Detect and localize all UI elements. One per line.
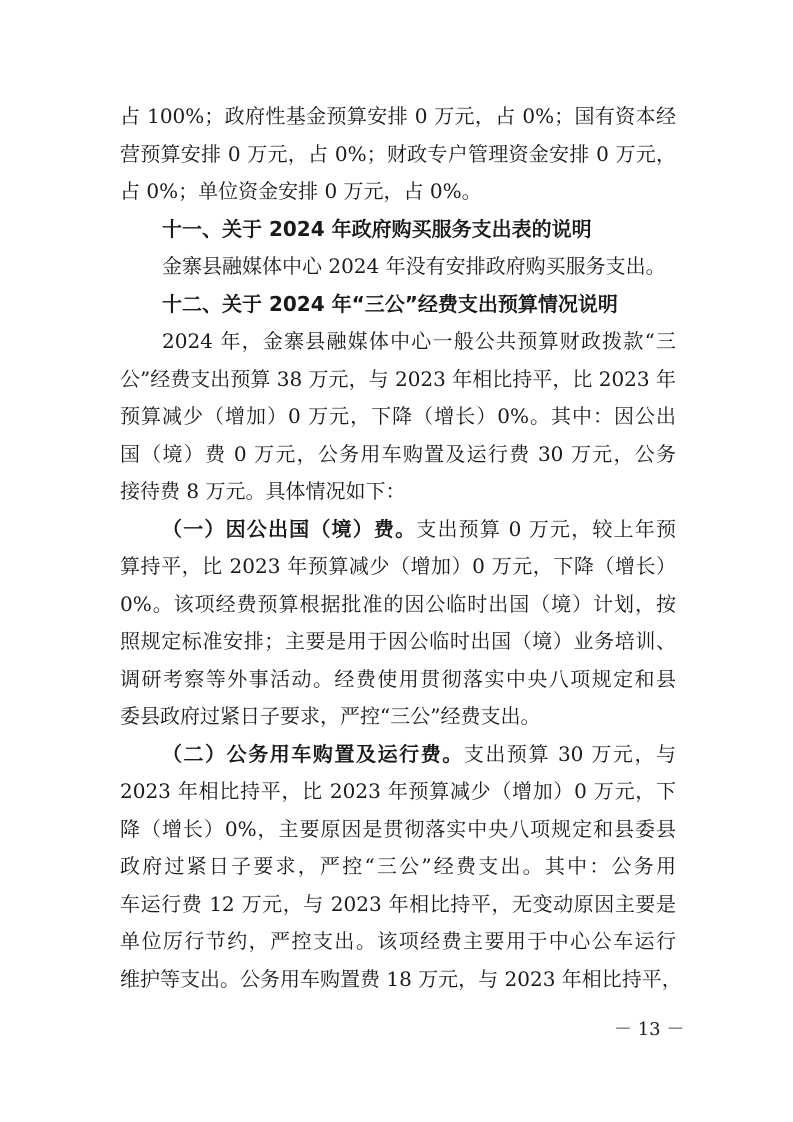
subsection-2-text: 支出预算 30 万元，与	[463, 741, 676, 766]
body-text-line: 接待费 8 万元。具体情况如下：	[120, 479, 406, 503]
section-heading-11: 十一、关于 2024 年政府购买服务支出表的说明	[162, 216, 592, 241]
body-text-line: 0%。该项经费预算根据批准的因公临时出国（境）计划，按	[120, 591, 676, 616]
page-number: － 13 －	[614, 1019, 685, 1040]
body-text-line: 占 0%；单位资金安排 0 万元，占 0%。	[120, 179, 482, 203]
body-text-line: 委县政府过紧日子要求，严控“三公”经费支出。	[120, 704, 541, 728]
body-text-line: 营预算安排 0 万元，占 0%；财政专户管理资金安排 0 万元，	[120, 141, 676, 166]
body-text-line: 单位厉行节约，严控支出。该项经费主要用于中心公车运行	[120, 929, 676, 953]
body-text-line: 调研考察等外事活动。经费使用贯彻落实中央八项规定和县	[120, 666, 676, 691]
body-text-line: 金寨县融媒体中心 2024 年没有安排政府购买服务支出。	[162, 254, 666, 278]
body-text-line: 预算减少（增加）0 万元，下降（增长）0%。其中：因公出	[120, 404, 676, 428]
body-text-line: 公”经费支出预算 38 万元，与 2023 年相比持平，比 2023 年	[120, 366, 676, 391]
subsection-1-title: （一）因公出国（境）费。	[162, 516, 417, 541]
body-text-line: 车运行费 12 万元，与 2023 年相比持平，无变动原因主要是	[120, 891, 676, 916]
body-text-line: 2024 年，金寨县融媒体中心一般公共预算财政拨款“三	[162, 329, 676, 353]
body-text-line: 政府过紧日子要求，严控“三公”经费支出。其中：公务用	[120, 854, 676, 878]
section-heading-12: 十二、关于 2024 年“三公”经费支出预算情况说明	[162, 291, 618, 316]
body-text-line: 占 100%；政府性基金预算安排 0 万元，占 0%；国有资本经	[120, 104, 676, 128]
body-text-line: 降（增长）0%，主要原因是贯彻落实中央八项规定和县委县	[120, 816, 676, 841]
body-text-line: 国（境）费 0 万元，公务用车购置及运行费 30 万元，公务	[120, 441, 676, 466]
subsection-2-first-line	[120, 736, 676, 774]
body-text-line: 维护等支出。公务用车购置费 18 万元，与 2023 年相比持平，	[120, 966, 682, 991]
subsection-1-first-line	[120, 511, 676, 549]
body-text-line: 算持平，比 2023 年预算减少（增加）0 万元，下降（增长）	[120, 554, 676, 578]
body-text-line: 照规定标准安排；主要是用于因公临时出国（境）业务培训、	[120, 629, 676, 653]
body-text-line: 2023 年相比持平，比 2023 年预算减少（增加）0 万元，下	[120, 779, 676, 803]
subsection-1-text: 支出预算 0 万元，较上年预	[416, 516, 676, 541]
subsection-2-title: （二）公务用车购置及运行费。	[162, 741, 464, 766]
document-body	[120, 98, 682, 998]
